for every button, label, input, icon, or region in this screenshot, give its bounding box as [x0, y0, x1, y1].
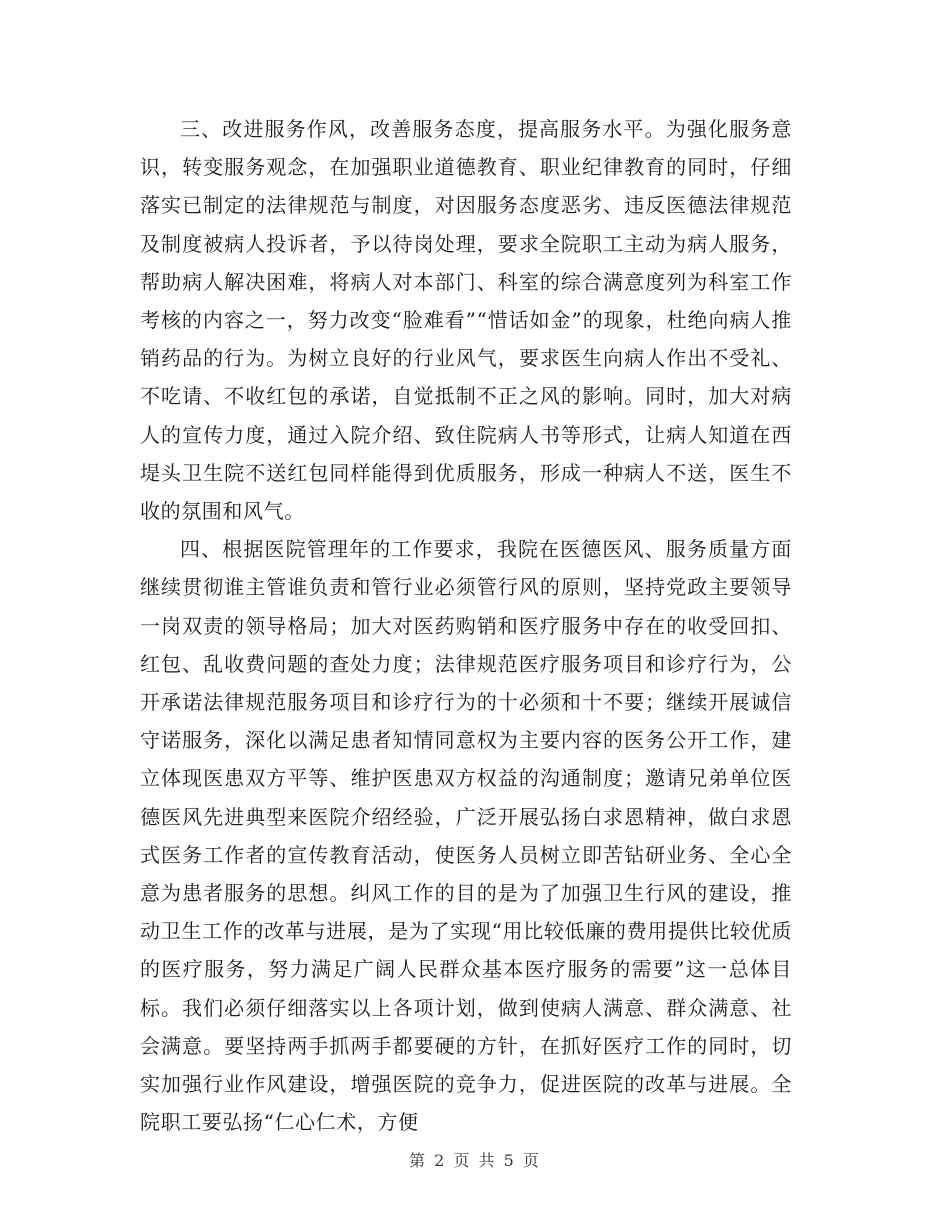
document-body — [140, 110, 792, 1141]
paragraph-hospital-management: 四、根据医院管理年的工作要求，我院在医德医风、服务质量方面继续贯彻谁主管谁负责和管行业必须管行风的原则，坚持党政主要领导一岗双责的领导格局；加大对医药购销和医疗服务中存在的收受回扣、红包、乱收费问题的查处力度；法律规范医疗服务项目和诊疗行为，公开承诺法律规范服务项目和诊疗行为的十必须和十不要；继续开展诚信守诺服务，深化以满足患者知情同意权为主要内容的医务公开工作，建立体现医患双方平等、维护医患双方权益的沟通制度；邀请兄弟单位医德医风先进典型来医院介绍经验，广泛开展弘扬白求恩精神，做白求恩式医务工作者的宣传教育活动，使医务人员树立即苦钻研业务、全心全意为患者服务的思想。纠风工作的目的是为了加强卫生行风的建设，推动卫生工作的改革与进展，是为了实现“用比较低廉的费用提供比较优质的医疗服务，努力满足广阔人民群众基本医疗服务的需要”这一总体目标。我们必须仔细落实以上各项计划，做到使病人满意、群众满意、社会满意。要坚持两手抓两手都要硬的方针，在抓好医疗工作的同时，切实加强行业作风建设，增强医院的竞争力，促进医院的改革与进展。全院职工要弘扬“仁心仁术，方便 — [140, 537, 792, 1135]
paragraph-service-style: 三、改进服务作风，改善服务态度，提高服务水平。为强化服务意识，转变服务观念，在加强职业道德教育、职业纪律教育的同时，仔细落实已制定的法律规范与制度，对因服务态度恶劣、违反医德法律规范及制度被病人投诉者，予以待岗处理，要求全院职工主动为病人服务，帮助病人解决困难，将病人对本部门、科室的综合满意度列为科室工作考核的内容之一，努力改变“脸难看”“惜话如金”的现象，杜绝向病人推销药品的行为。为树立良好的行业风气，要求医生向病人作出不受礼、不吃请、不收红包的承诺，自觉抵制不正之风的影响。同时，加大对病人的宣传力度，通过入院介绍、致住院病人书等形式，让病人知道在西堤头卫生院不送红包同样能得到优质服务，形成一种病人不送，医生不收的氛围和风气。 — [140, 117, 792, 524]
page-number: 第 2 页 共 5 页 — [409, 1151, 541, 1170]
